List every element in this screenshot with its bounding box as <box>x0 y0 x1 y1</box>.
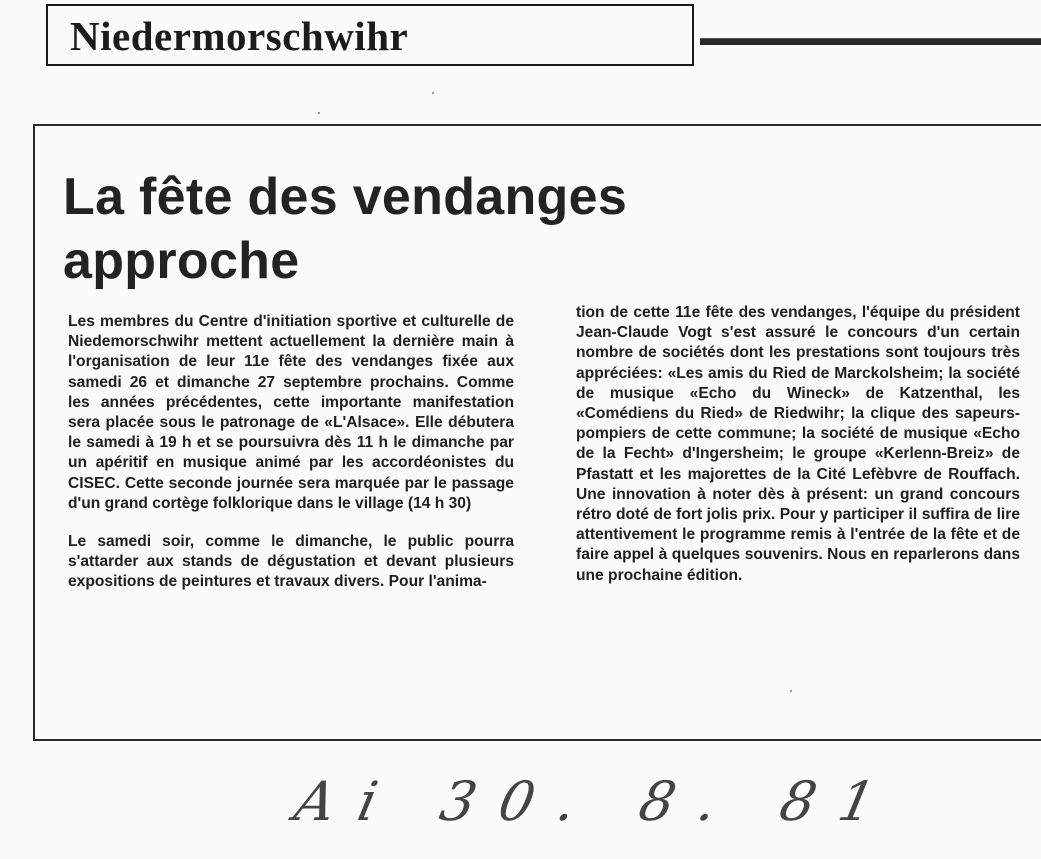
left-paragraph-2: Le samedi soir, comme le dimanche, le public pourra s'attarder aux stands de dégustation et devant plusieurs expositions de peintures et travaux divers. Pour l'anima- <box>68 533 514 591</box>
article-column-left <box>68 312 514 593</box>
headline-line-1: La fête des vendanges <box>63 168 628 226</box>
right-paragraph-1: tion de cette 11e fête des vendanges, l'équipe du président Jean-Claude Vogt s'est assuré le concours d'un certain nombre de sociétés dont les prestations sont toujours très appréciées: «Les amis du Ried de Marckolsheim; la société de musique «Echo du Wineck» de Katzenthal, les «Comédiens du Ried» de Riedwihr; la clique des sapeurs-pompiers de cette commune; la société de musique «Echo de la Fecht» d'Ingersheim; le groupe «Kerlenn-Breiz» de Pfastatt et les majorettes de la Cité Lefèbvre de Rouffach. Une innovation à noter dès à présent: un grand concours rétro doté de fort jolis prix. Pour y participer il suffira de lire attentivement le programme remis à l'entrée de la fête et de faire appel à quelques souvenirs. Nous en reparlerons dans une prochaine édition. <box>576 304 1020 584</box>
article-column-right <box>576 303 1020 586</box>
print-speck <box>790 690 792 692</box>
headline-line-2: approche <box>63 232 300 290</box>
section-title-rule <box>700 38 1041 45</box>
section-title: Niedermorschwihr <box>70 13 409 59</box>
article-headline <box>63 165 627 293</box>
print-speck <box>318 112 320 114</box>
print-speck <box>432 92 434 94</box>
section-title-box <box>46 4 694 66</box>
handwritten-date: Ai 30. 8. 81 <box>289 770 905 833</box>
left-paragraph-1: Les membres du Centre d'initiation sportive et culturelle de Niedemorschwihr mettent actuellement la dernière main à l'organisation de leur 11e fête des vendanges fixée aux samedi 26 et dimanche 27 septembre prochains. Comme les années précédentes, cette importante manifestation sera placée sous le patronage de «L'Alsace». Elle débutera le samedi à 19 h et se poursuivra dès 11 h le dimanche par un apéritif en musique animé par les accordéonistes du CISEC. Cette seconde journée sera marquée par le passage d'un grand cortège folklorique dans le village (14 h 30) <box>68 313 514 512</box>
